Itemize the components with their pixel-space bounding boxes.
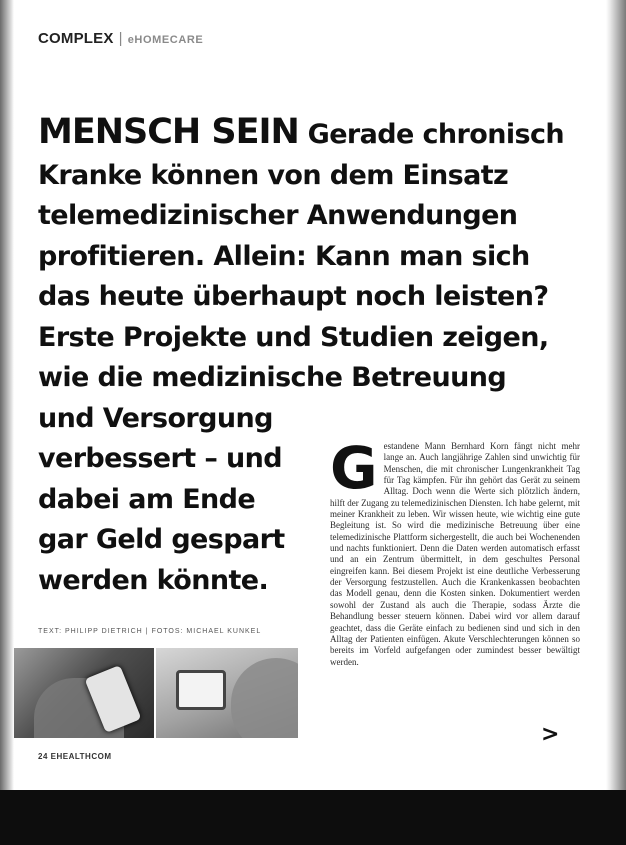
headline-line: verbessert – und bbox=[38, 443, 283, 474]
page-footer bbox=[38, 752, 112, 761]
headline-line: telemedizinischer Anwendungen bbox=[38, 200, 518, 231]
credit-separator: | bbox=[145, 628, 149, 635]
article-body-text: estandene Mann Bernhard Korn fängt nicht mehr lange an. Auch langjährige Zahlen sind unwichtig für Menschen, die mit chronischer Lungenkrankheit Tag für Tag kämpfen. Für ihn gehört das Gerät zu seinem Alltag. Doch wenn die Werte sich plötzlich ändern, hilft der Zugang zu telemedizinischen Diensten. Ich habe gelernt, mit meiner Krankheit zu leben. Wir wissen heute, wie wichtig eine gute Begleitung ist. So wird die medizinische Betreuung über eine telemedizinische Plattform sichergestellt, die auch bei Wochenenden und nachts funktioniert. Denn die Daten werden automatisch erfasst und an ein Zentrum übermittelt, in dem geschultes Personal eingreifen kann. Bei diesem Projekt ist eine deutliche Verbesserung der Versorgung festzustellen. Auch die Krankenkassen beobachten das Modell genau, denn die Kosten sinken. Dokumentiert werden sowohl der Zustand als auch die Therapie, sodass Ärzte die Behandlung besser steuern können. Dabei wird vor allem darauf geachtet, dass die Geräte einfach zu bedienen sind und sich in den Alltag der Patienten einfügen. Akute Verschlechterungen können so bereits im Vorfeld aufgefangen oder zumindest besser bewältigt werden. bbox=[330, 441, 580, 667]
page-header bbox=[38, 30, 203, 47]
magazine-name: COMPLEX bbox=[38, 30, 114, 47]
page-number: 24 bbox=[38, 752, 48, 761]
headline-line: werden könnte. bbox=[38, 564, 269, 596]
headline-kicker: MENSCH SEIN bbox=[38, 112, 299, 152]
drop-cap: G bbox=[330, 434, 378, 502]
headline-line: profitieren. Allein: Kann man sich bbox=[38, 240, 530, 272]
footer-magazine: EHEALTHCOM bbox=[50, 752, 112, 761]
page-edge-shadow bbox=[606, 0, 626, 790]
headline-line: Erste Projekte und Studien zeigen, bbox=[38, 321, 549, 353]
scan-bottom-edge bbox=[0, 790, 626, 845]
headline-line: Gerade chronisch bbox=[307, 119, 564, 150]
photo-monitor-device bbox=[156, 648, 298, 738]
headline-line: gar Geld gespart bbox=[38, 524, 285, 555]
headline-line: dabei am Ende bbox=[38, 483, 256, 515]
article-credits bbox=[38, 628, 261, 635]
header-separator: | bbox=[118, 30, 123, 47]
person-shape bbox=[231, 658, 298, 738]
monitor-shape bbox=[176, 670, 226, 710]
headline-line: Kranke können von dem Einsatz bbox=[38, 159, 509, 191]
photo-credit: FOTOS: MICHAEL KUNKEL bbox=[151, 628, 262, 635]
headline-line: und Versorgung bbox=[38, 402, 273, 434]
continue-arrow-icon: > bbox=[541, 722, 560, 747]
photo-handheld-device bbox=[14, 648, 154, 738]
section-name: eHOMECARE bbox=[127, 34, 204, 46]
headline-line: wie die medizinische Betreuung bbox=[38, 362, 507, 393]
article-body bbox=[330, 434, 580, 668]
headline-line: das heute überhaupt noch leisten? bbox=[38, 281, 549, 312]
page-gutter-shadow bbox=[0, 0, 14, 790]
text-credit: TEXT: PHILIPP DIETRICH bbox=[38, 628, 143, 635]
